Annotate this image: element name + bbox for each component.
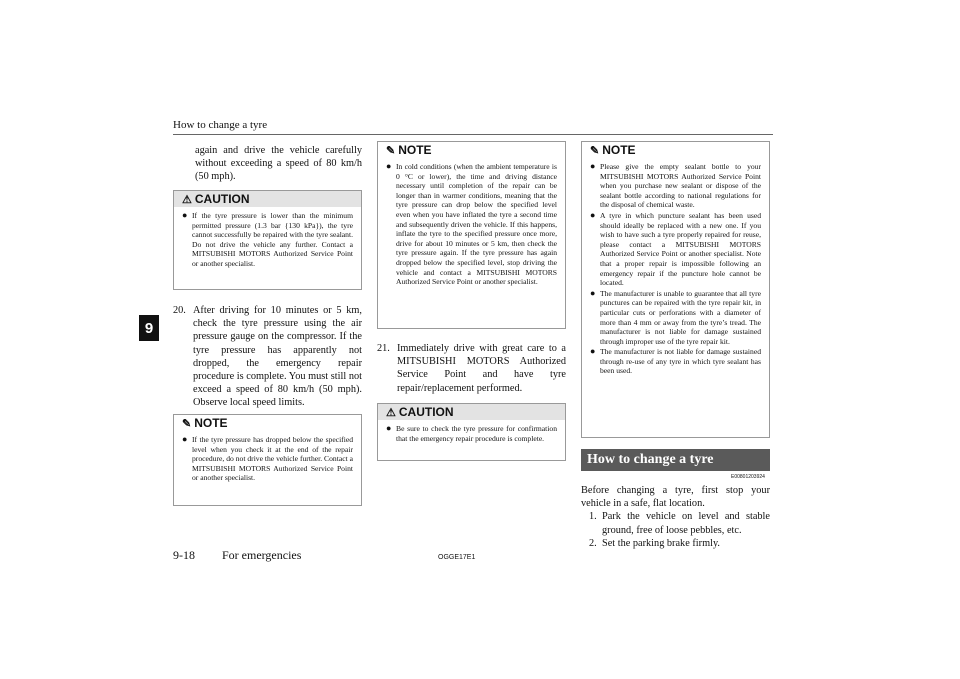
note-title: NOTE: [398, 143, 432, 157]
footer-doc-code: OGGE17E1: [438, 554, 476, 561]
bullet-icon: ●: [590, 161, 596, 171]
section-code: E00801203924: [731, 474, 765, 480]
footer-section-title: For emergencies: [222, 548, 302, 562]
note-item: ● The manufacturer is not liable for damage sustained through re-use of any tyre in which tyre sealant has been used.: [590, 346, 761, 376]
footer-page-number: 9-18: [173, 548, 195, 562]
page-header-title: How to change a tyre: [173, 119, 268, 131]
note-item: ● Please give the empty sealant bottle to your MITSUBISHI MOTORS Authorized Service Point when you purchase new sealant or dispose of the sealant bottle according to national regulations for the disposal of chemical waste.: [590, 161, 761, 210]
note-box-2: [377, 141, 566, 329]
step-number: 2.: [589, 537, 597, 549]
caution-header: [174, 191, 361, 207]
note-title: NOTE: [602, 143, 636, 157]
note-list: [378, 158, 565, 293]
bullet-icon: ●: [386, 423, 392, 433]
caution-item: ● Be sure to check the tyre pressure for confirmation that the emergency repair procedure is complete.: [386, 423, 557, 443]
bullet-icon: ●: [590, 209, 596, 220]
step-text: After driving for 10 minutes or 5 km, check the tyre pressure using the air pressure gauge on the compressor. If the tyre pressure has apparently not dropped, the emergency repair procedure is complete. You must still not exceed a speed of 80 km/h (50 mph). Observe local speed limits.: [193, 305, 362, 409]
caution-box-2: [377, 403, 566, 461]
note-item: ● In cold conditions (when the ambient temperature is 0 °C or lower), the time and driving distance necessary until completion of the repair can be longer than in warmer conditions, meaning that the tyre pressure can drop below the specified level even when you have inflated the tyre a second time and subsequently driven the vehicle. If this happens, inflate the tyre to the specified pressure once more, drive for about 10 minutes or 5 km, then check the tyre pressure again. If the tyre pressure has again dropped below the specified level, stop driving the vehicle and contact a MITSUBISHI MOTORS Authorized Service Point or another specialist.: [386, 161, 557, 287]
note-list: [582, 158, 769, 382]
pencil-icon: ✎: [182, 417, 192, 430]
chapter-tab: 9: [139, 315, 159, 341]
note-header: [174, 415, 361, 431]
bullet-icon: ●: [182, 434, 188, 444]
column-1: [173, 144, 362, 184]
note-list: [174, 431, 361, 489]
list-item: [581, 510, 770, 536]
note-item: ● The manufacturer is unable to guarantee that all tyre punctures can be repaired with the tyre repair kit, in particular cuts or perforations with a diameter of more than 4 mm or away from the tyre’s tread. The manufacturer is not liable for damage sustained through improper use of the tyre repair kit.: [590, 287, 761, 346]
pencil-icon: ✎: [590, 144, 600, 157]
caution-list: [378, 420, 565, 449]
caution-item: ● If the tyre pressure is lower than the minimum permitted pressure (1.3 bar {130 kPa}), the tyre cannot successfully be repaired with the tyre sealant. Do not drive the vehicle any further. Contact a MITSUBISHI MOTORS Authorized Service Point or another specialist.: [182, 210, 353, 268]
caution-title: CAUTION: [194, 192, 250, 206]
step-21: [377, 342, 566, 395]
list-item: [581, 537, 770, 550]
caution-header: [378, 404, 565, 420]
step-text: Park the vehicle on level and stable ground, free of loose pebbles, etc.: [602, 511, 770, 536]
note-header: [378, 142, 565, 158]
intro-continued: again and drive the vehicle carefully without exceeding a speed of 80 km/h (50 mph).: [195, 145, 362, 183]
caution-title: CAUTION: [398, 405, 454, 419]
step-20: [173, 304, 362, 410]
note-box-1: [173, 414, 362, 506]
section-heading: How to change a tyre: [581, 449, 770, 471]
pencil-icon: ✎: [386, 144, 396, 157]
note-item: ● A tyre in which puncture sealant has been used should ideally be replaced with a new one. If you wish to have such a tyre properly repaired for reuse, please contact a MITSUBISHI MOTORS Authorized Service Point or another specialist. Note that a proper repair is impossible following an emergency repair if the puncture hole cannot be located.: [590, 209, 761, 288]
step-number: 1.: [589, 511, 597, 523]
section-body: [581, 484, 770, 550]
note-title: NOTE: [194, 416, 228, 430]
warning-icon: ⚠: [182, 193, 192, 206]
caution-box-1: [173, 190, 362, 290]
step-number: 21.: [377, 343, 390, 354]
bullet-icon: ●: [386, 161, 392, 171]
note-header: [582, 142, 769, 158]
bullet-icon: ●: [182, 210, 188, 220]
step-number: 20.: [173, 305, 186, 316]
step-text: Set the parking brake firmly.: [602, 537, 720, 549]
bullet-icon: ●: [590, 346, 596, 357]
header-rule: [173, 134, 773, 135]
note-box-3: [581, 141, 770, 438]
note-item: ● If the tyre pressure has dropped below the specified level when you check it at the end of the repair procedure, do not drive the vehicle further. Contact a MITSUBISHI MOTORS Authorized Service Point or another specialist.: [182, 434, 353, 483]
section-intro: Before changing a tyre, first stop your vehicle in a safe, flat location.: [581, 485, 770, 510]
warning-icon: ⚠: [386, 406, 396, 419]
caution-list: [174, 207, 361, 275]
bullet-icon: ●: [590, 287, 596, 298]
step-text: Immediately drive with great care to a MITSUBISHI MOTORS Authorized Service Point and have tyre repair/replacement performed.: [397, 343, 566, 394]
